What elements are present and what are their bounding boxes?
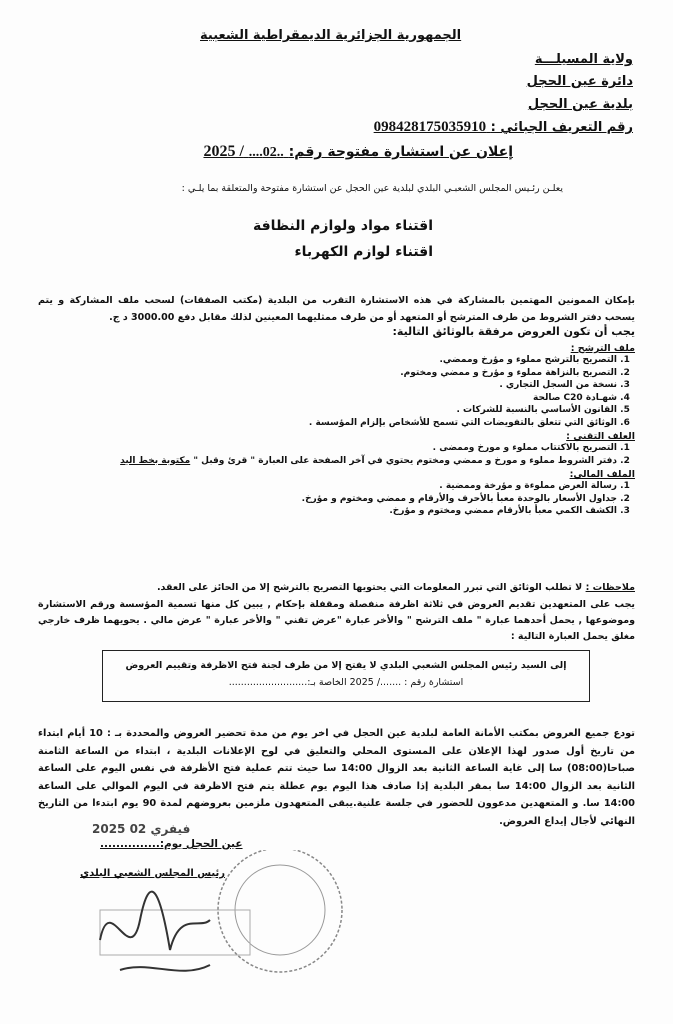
list-item bbox=[115, 455, 617, 468]
list-item: 1. رسالة العرض مملوءة و مؤرخة وممضية . bbox=[115, 480, 617, 493]
list-item: 3. نسخة من السجل التجاري . bbox=[115, 379, 617, 392]
commune: بلدية عين الحجل bbox=[527, 97, 633, 112]
candidacy-file-section bbox=[115, 343, 635, 518]
intro-text: يعلـن رئـيس المجلس الشعبـي البلدي لبلدية عين الحجل عن استشارة مفتوحة والمتعلقة بما يلـي : bbox=[181, 183, 563, 194]
list-item: 6. الوثائق التي تتعلق بالتفويضات التي تسمح للأشخاص بإلزام المؤسسة . bbox=[115, 417, 617, 430]
date-stamp: 2025 فيفري 02 bbox=[92, 822, 191, 836]
envelope-label-box bbox=[102, 650, 590, 702]
list-item: 1. التصريح بالاكتتاب مملوء و مورخ وممضى . bbox=[115, 442, 617, 455]
subject-2: اقتناء لوازم الكهرباء bbox=[294, 244, 433, 260]
official-stamp-and-signature bbox=[60, 850, 360, 1020]
envelopes-paragraph: يجب على المتعهدين تقديم العروض في ثلاثة اظرفة منفصلة ومقفلة بإحكام , يبين كل منها تسمية المؤسسة ورقم الاستشارة وموضوعها , يحمل أحدهما عبارة " ملف الترشح " والأخر عبارة "عرض تقني " والأخر عبارة " عرض مالي . يحويهما ظرف خارجي مغلق يحمل العبارة التالية : bbox=[38, 599, 635, 642]
place-date: عين الحجل يوم:............... bbox=[100, 838, 243, 850]
list-item: 1. التصريح بالترشح مملوء و مؤرخ وممضي. bbox=[115, 354, 617, 367]
notes bbox=[157, 582, 635, 593]
notes-label: ملاحظات : bbox=[585, 582, 635, 593]
required-docs-text: يجب أن تكون العروض مرفقة بالوثائق التالية: bbox=[392, 325, 635, 338]
candidacy-heading: ملف الترشح : bbox=[570, 343, 635, 354]
title-text: إعلان عن استشارة مفتوحة رقم: bbox=[288, 144, 513, 160]
list-item: 3. الكشف الكمي معبأ بالأرقام ممضي ومختوم و مؤرخ. bbox=[115, 505, 617, 518]
tax-id-value: 098428175035910 bbox=[373, 119, 487, 135]
list-item: 5. القانون الأساسي بالنسبة للشركات . bbox=[115, 404, 617, 417]
box-line-1: إلى السيد رئيس المجلس الشعبي البلدي لا يفتح إلا من طرف لجنة فتح الاظرفة وتقييم العروض bbox=[125, 660, 567, 671]
title-number: ..02.... bbox=[248, 145, 284, 160]
list-item: 2. جداول الأسعار بالوحدة معبأ بالأحرف والأرقام و ممضي ومختوم و مؤرخ. bbox=[115, 493, 617, 506]
tax-id-label: رقم التعريف الجبائي : bbox=[490, 120, 633, 135]
box-line-2: استشارة رقم : ......./ 2025 الخاصة بـ:.......................... bbox=[228, 677, 464, 688]
tax-id bbox=[374, 119, 633, 136]
technical-heading: العلف التقني : bbox=[566, 431, 635, 442]
republic-heading: الجمهورية الجزائرية الديمقراطية الشعبية bbox=[200, 28, 462, 43]
title-year: / 2025 bbox=[203, 143, 244, 160]
daira: دائرة عين الحجل bbox=[526, 74, 633, 89]
handwritten-note: مكتوبة بخط اليد bbox=[120, 455, 191, 466]
stamp-circle bbox=[218, 850, 342, 972]
list-item: 2. التصريح بالنزاهة مملوء و مؤرخ و ممضي ومختوم. bbox=[115, 367, 617, 380]
signatory-title: رئيس المجلس الشعبي البلدي bbox=[80, 868, 225, 879]
wilaya: ولاية المسيلـــة bbox=[534, 52, 633, 67]
subject-1: اقتناء مواد ولوازم النظافة bbox=[252, 218, 433, 234]
notes-text: لا تطلب الوثائق التي تبرر المعلومات التي يحتويها التصريح بالترشح إلا من الحائز على العقد. bbox=[156, 582, 583, 593]
financial-heading: الملف المالي: bbox=[569, 469, 635, 480]
announcement-title bbox=[203, 143, 513, 161]
signature-icon bbox=[100, 892, 210, 971]
list-item: 4. شهـادة C20 صالحة bbox=[115, 392, 617, 405]
submission-paragraph: تودع جميع العروض بمكتب الأمانة العامة لبلدية عين الحجل في اخر يوم من مدة تحضير العروض والمحددة بـ : 10 أيام ابتداء من تاريخ أول صدور لهذا الإعلان على المستوى المحلي والتعليق في لوح الإعلانات البلدية ، ابتداء من الساعة الثامنة صباحا(08:00) سا إلى غاية الساعة الثانية بعد الزوال 14:00 سا حيث تتم عملية فتح الأظرفة في نفس اليوم على الساعة الثانية بعد الزوال 14:00 سا بمقر البلدية إذا صادف هذا اليوم يوم عطلة يتم فتح الاظرفة في اليوم الموالي على الساعة 14:00 سا. و المتعهدين مدعوون للحضور في جلسة علنية.يبقى المتعهدون ملزمين بعروضهم لمدة 90 يوم ابتدءا من التاريخ النهائي لأجال إيداع العروض. bbox=[38, 728, 636, 827]
participation-paragraph: بإمكان الممونين المهتمين بالمشاركة في هذه الاستشارة التقرب من البلدية (مكتب الصفقات) لسحب ملف المشاركة و يتم يسحب دفتر الشروط من طرف المترشح أو المتعهد أو من طرف ممثليهما المعينين لذلك مقابل دفع 3000.00 د ج. bbox=[38, 295, 635, 323]
list-item-text: دفتر الشروط مملوء و مورخ و ممضي ومختوم يحتوي في آخر الصفحة على العبارة " قرئ وقبل " bbox=[193, 455, 617, 466]
